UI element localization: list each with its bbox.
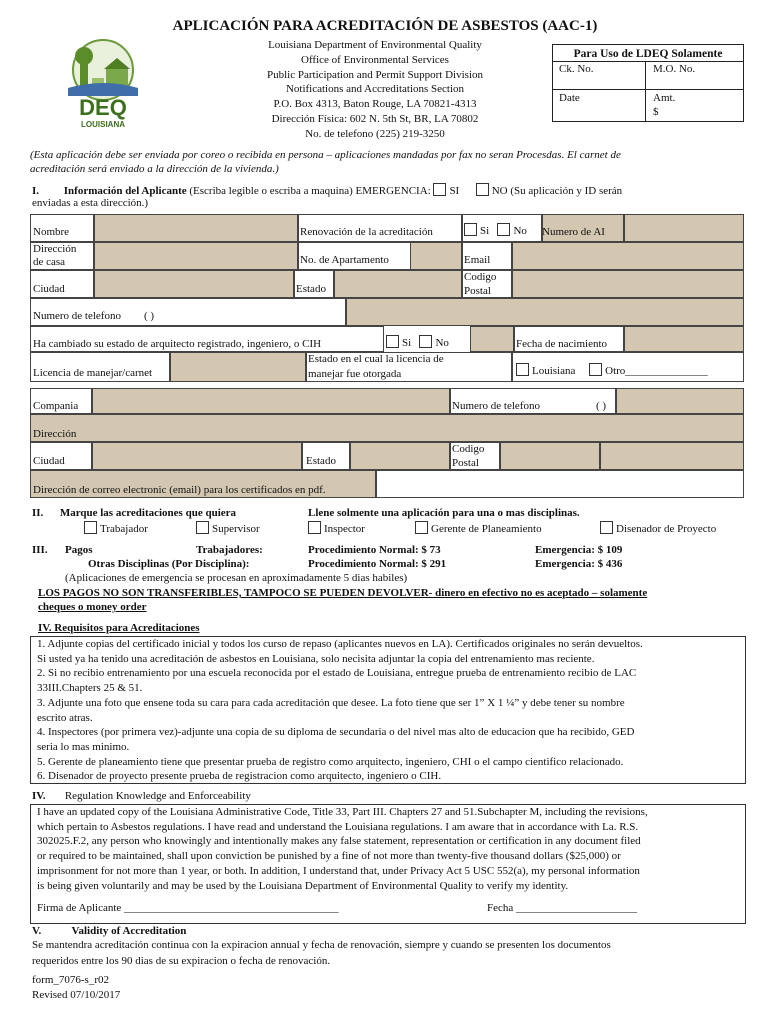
emergencia-si-checkbox[interactable] — [433, 183, 446, 196]
section-2-header: II. Marque las acreditaciones que quiera — [32, 507, 237, 519]
ciudad-input[interactable] — [94, 270, 294, 298]
correo-input[interactable] — [376, 470, 744, 498]
numero-ai-input[interactable] — [624, 214, 744, 242]
section-5-header: IV. Regulation Knowledge and Enforceability — [32, 790, 251, 802]
office-use-heading: Para Uso de LDEQ Solamente — [573, 48, 723, 60]
applicant-table: Nombre Renovación de la acreditación Si No Numero de AI Dirección de casa No. de Apartamento Email Ciudad Estado Codigo Postal Numero de telefono ( ) Ha cambiado su estado de arquitecto registrado, ingeniero, o CIH Si No Fecha de nacimiento Licencia de manejar/carnet Estado en el cual la licencia de manejar fue otorgada Louisiana Otro_______________ — [30, 214, 744, 384]
company-table: Compania Numero de telefono ( ) Dirección Ciudad Estado Codigo Postal Dirección de correo electronic (email) para los certificados en pdf. — [30, 388, 744, 498]
firma-field[interactable]: Firma de Aplicante _______________________________________ — [37, 902, 339, 915]
section-4-header: IV. Requisitos para Acreditaciones — [38, 622, 200, 634]
cambiado-no-checkbox[interactable] — [419, 335, 432, 348]
renovacion-si-checkbox[interactable] — [464, 223, 477, 236]
codigo-compania-input[interactable] — [500, 442, 600, 470]
ck-no-field[interactable]: Ck. No. — [559, 63, 594, 75]
section-1-header: I. Información del Aplicante (Escriba legible o escriba a maquina) EMERGENCIA: SI NO (Su aplicación y ID serán — [32, 185, 623, 197]
otro-checkbox[interactable] — [589, 363, 602, 376]
email-input[interactable] — [512, 242, 744, 270]
date-field[interactable]: Date — [559, 92, 580, 104]
regulation-box: I have an updated copy of the Louisiana Administrative Code, Title 33, Part III. Chapters 27 and 51.Subchapter M, including the revisions, which pertain to Asbestos regulations. I have read and understand the Louisiana regulations. I am aware that in accordance with La. R.S. 302025.F.2, any person who knowingly and intentionally makes any false statement, representation or certification in any document filed or required to be maintained, shall upon conviction be punished by a fine of not more than twenty-five thousand dollars ($25,000) or imprisonment for not more than 1 year, or both. In addition, I understand that, under Privacy Act 5 USC 552(a), my personal information is being given voluntarily and may be used by the Louisiana Department of Environmental Quality to verify my identity. Firma de Aplicante _______________________________________ Fecha ______________________ — [30, 804, 746, 924]
compania-input[interactable] — [92, 388, 450, 414]
trabajador-checkbox[interactable] — [84, 521, 97, 534]
mo-no-field[interactable]: M.O. No. — [653, 63, 696, 75]
form-title: APLICACIÓN PARA ACREDITACIÓN DE ASBESTOS (AAC-1) — [172, 18, 598, 34]
telefono-input[interactable] — [346, 298, 744, 326]
agency-address: Louisiana Department of Environmental Quality Office of Environmental Services Public Participation and Permit Support Division Notifications and Accreditations Section P.O. Box 4313, Baton Rouge, LA 70821-4313 Dirección Física: 602 N. 5th St, BR, LA 70802 No. de telefono (225) 219-3250 — [266, 39, 483, 140]
renovacion-no-checkbox[interactable] — [497, 223, 510, 236]
direccion-casa-input[interactable] — [94, 242, 298, 270]
gerente-checkbox[interactable] — [415, 521, 428, 534]
office-use-box — [552, 44, 744, 122]
direccion-compania-input[interactable] — [30, 414, 744, 442]
revised-date: Revised 07/10/2017 — [32, 989, 121, 1001]
disenador-checkbox[interactable] — [600, 521, 613, 534]
fecha-nacimiento-input[interactable] — [624, 326, 744, 352]
apartamento-input[interactable] — [410, 242, 462, 270]
amt-field[interactable]: Amt. — [653, 92, 676, 104]
fecha-field[interactable]: Fecha ______________________ — [487, 902, 638, 915]
telefono-compania-input[interactable] — [616, 388, 744, 414]
ciudad-compania-input[interactable] — [92, 442, 302, 470]
codigo-postal-input[interactable] — [512, 270, 744, 298]
louisiana-checkbox[interactable] — [516, 363, 529, 376]
estado-input[interactable] — [334, 270, 462, 298]
estado-compania-input[interactable] — [350, 442, 450, 470]
svg-text:LOUISIANA: LOUISIANA — [81, 120, 125, 129]
requisitos-box: 1. Adjunte copias del certificado inicial y todos los curso de repaso (aplicantes nuevos en LA). Certificados originales no serán devueltos. Si usted ya ha tenido una acreditación de asbestos en Louisiana, solo necisita adjuntar la copia del entrenamiento mas reciente. 2. Si no recibio entrenamiento por una escuela reconocida por el estado de Louisiana, entregue prueba de entrenamiento recibio de LAC 33III.Chapters 25 & 51. 3. Adjunte una foto que ensene toda su cara para cada acreditación que desee. La foto tiene que ser 1” X 1 ¼” y debe tener su nombre escrito atras. 4. Inspectores (por primera vez)-adjunte una copia de su diploma de secundaria o del nivel mas alto de educacion que ha recibido, GED seria lo mas minimo. 5. Gerente de planeamiento tiene que presentar prueba de registro como arquitecto, ingeniero, CHI o el campo cientifico relacionado. 6. Disenador de proyecto presente prueba de registracion como arquitecto, ingeniero o CIH. — [30, 636, 746, 784]
amt-dollar: $ — [653, 106, 659, 118]
form-number: form_7076-s_r02 — [32, 974, 109, 986]
section-6-header: V. Validity of Accreditation — [32, 925, 187, 937]
emergencia-no-checkbox[interactable] — [476, 183, 489, 196]
deq-logo — [58, 38, 148, 130]
section-1-note: enviadas a esta dirección.) — [32, 197, 149, 209]
supervisor-checkbox[interactable] — [196, 521, 209, 534]
deq-logo-icon — [58, 38, 148, 130]
intro-note: (Esta aplicación debe ser enviada por coreo o recibida en persona – aplicaciones mandadas por fax no seran Procesdas. El carnet de acreditación será enviado a la dirección de la vivienda.) — [30, 149, 621, 175]
section-2-note: Llene solmente una aplicación para una o mas disciplinas. — [308, 507, 580, 519]
inspector-checkbox[interactable] — [308, 521, 321, 534]
licencia-input[interactable] — [170, 352, 306, 382]
svg-text:DEQ: DEQ — [79, 95, 127, 120]
cambiado-si-checkbox[interactable] — [386, 335, 399, 348]
nombre-input[interactable] — [94, 214, 298, 242]
